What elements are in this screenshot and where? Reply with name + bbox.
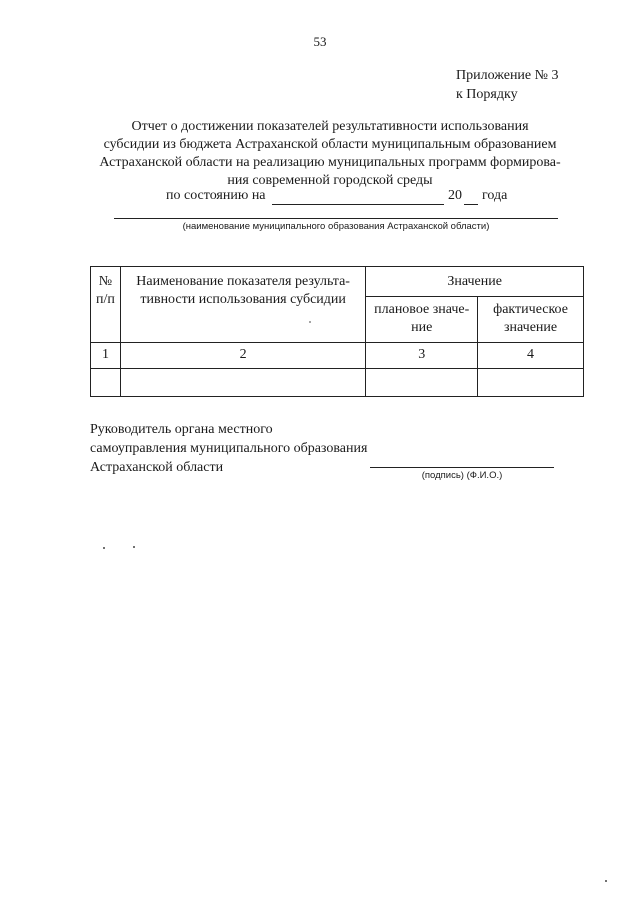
annex-reference: к Порядку bbox=[456, 87, 518, 102]
annex-block bbox=[456, 66, 559, 104]
header-number: № п/п bbox=[91, 267, 121, 343]
scan-speck bbox=[103, 547, 105, 549]
index-cell: 3 bbox=[366, 343, 478, 369]
signature-line bbox=[370, 467, 554, 468]
title-line-1: Отчет о достижении показателей результативности использования bbox=[131, 119, 529, 134]
index-cell: 1 bbox=[91, 343, 121, 369]
document-title bbox=[80, 118, 580, 190]
title-line-4: ния современной городской среды bbox=[227, 173, 433, 188]
date-blank bbox=[272, 190, 444, 205]
empty-cell bbox=[366, 369, 478, 397]
year-blank bbox=[464, 190, 478, 205]
empty-cell bbox=[91, 369, 121, 397]
signatory-line-3: Астраханской области bbox=[90, 460, 224, 475]
municipality-caption: (наименование муниципального образования Астраханской области) bbox=[182, 221, 490, 232]
scan-speck bbox=[605, 880, 607, 882]
title-line-2: субсидии из бюджета Астраханской области муниципальным образованием bbox=[103, 137, 557, 152]
signature-caption: (подпись) (Ф.И.О.) bbox=[421, 470, 503, 481]
scan-speck bbox=[309, 321, 311, 323]
header-value: Значение bbox=[366, 267, 584, 297]
signatory-line-2: самоуправления муниципального образования bbox=[90, 441, 368, 456]
table-index-row bbox=[91, 343, 584, 369]
signature-block bbox=[90, 420, 367, 477]
header-planned-value: плановое значе- ние bbox=[366, 297, 478, 343]
title-line-3: Астраханской области на реализацию муниципальных программ формирова- bbox=[99, 155, 561, 170]
empty-cell bbox=[120, 369, 365, 397]
year-prefix: 20 bbox=[448, 188, 462, 203]
annex-number: Приложение № 3 bbox=[456, 68, 559, 83]
scan-speck bbox=[133, 546, 135, 548]
empty-cell bbox=[478, 369, 584, 397]
indicator-table bbox=[90, 266, 584, 397]
header-indicator-name: Наименование показателя результа- тивности использования субсидии bbox=[120, 267, 365, 343]
header-actual-value: фактическое значение bbox=[478, 297, 584, 343]
index-cell: 4 bbox=[478, 343, 584, 369]
index-cell: 2 bbox=[120, 343, 365, 369]
table-empty-row bbox=[91, 369, 584, 397]
date-prefix: по состоянию на bbox=[166, 188, 266, 203]
table-header-row bbox=[91, 267, 584, 297]
signatory-line-1: Руководитель органа местного bbox=[90, 422, 273, 437]
year-suffix: года bbox=[482, 188, 508, 203]
municipality-line bbox=[114, 218, 558, 219]
page-number: 53 bbox=[313, 34, 327, 49]
